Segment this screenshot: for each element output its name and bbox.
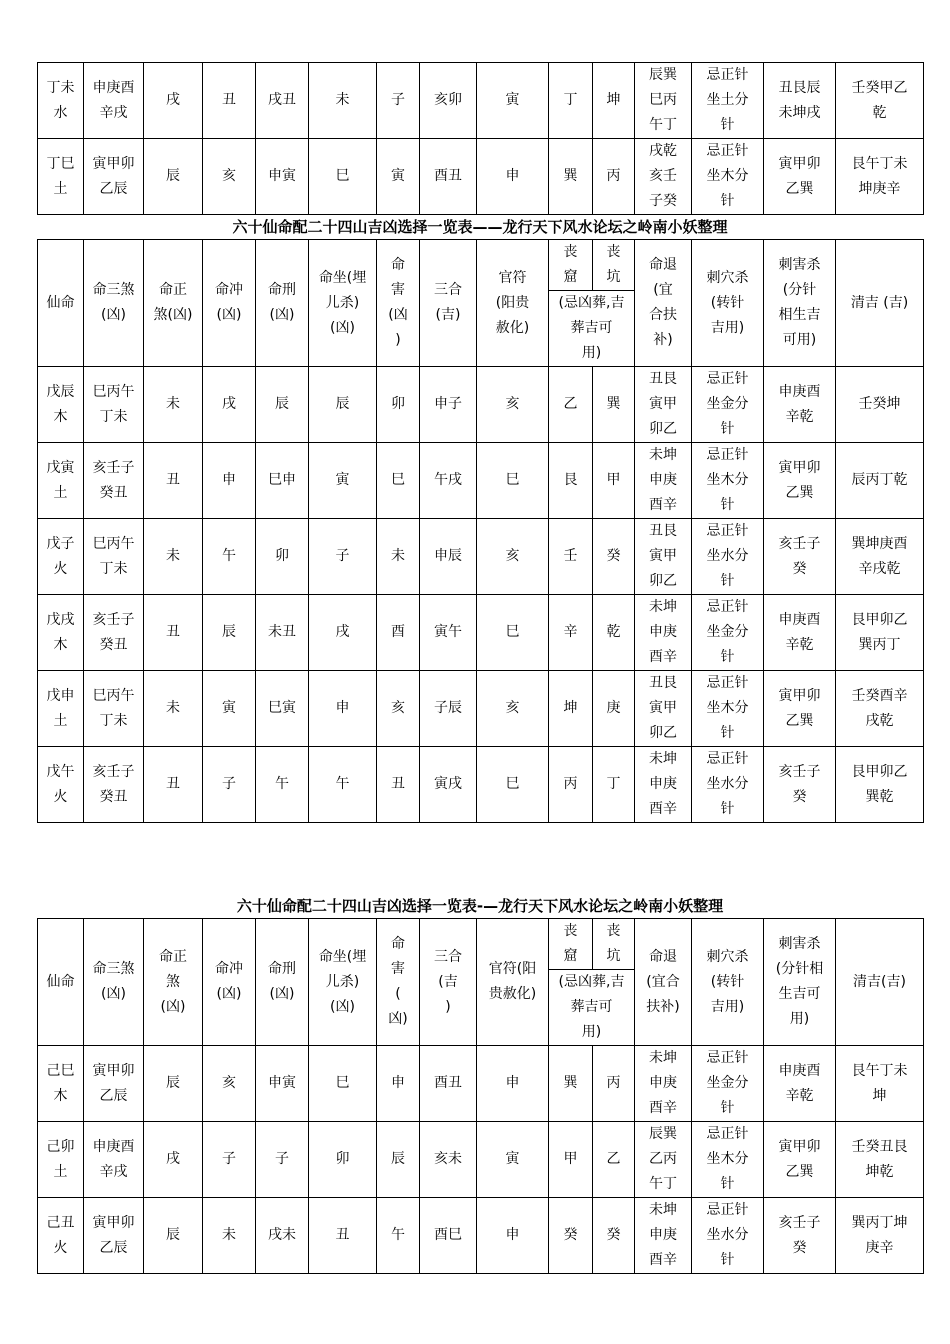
table-cell: 丙 [593, 1046, 635, 1122]
table-cell: 巳 [377, 443, 420, 519]
table-cell: 巳丙午 丁未 [84, 671, 144, 747]
table-cell: 酉丑 [420, 1046, 477, 1122]
section-title-1: 六十仙命配二十四山吉凶选择一览表——龙行天下风水论坛之岭南小妖整理 [232, 218, 728, 236]
table-cell: 壬癸丑艮 坤乾 [836, 1122, 924, 1198]
table-row [38, 367, 924, 443]
table-cell: 寅甲卯 乙辰 [84, 1198, 144, 1274]
column-header: 丧 坑 [593, 919, 635, 970]
table-cell: 忌正针 坐水分 针 [692, 747, 764, 823]
table-row [38, 519, 924, 595]
table-cell: 亥壬子 癸丑 [84, 595, 144, 671]
column-header: 刺穴杀 (转针 吉用) [692, 919, 764, 1046]
table-cell: 巽 [549, 139, 593, 215]
table-cell: 巳申 [256, 443, 309, 519]
table-cell: 丁巳 土 [38, 139, 84, 215]
column-header: 三合 (吉) [420, 240, 477, 367]
column-header: 命冲 (凶) [203, 919, 256, 1046]
table-cell: 辰 [309, 367, 377, 443]
section-title-2: 六十仙命配二十四山吉凶选择一览表-—龙行天下风水论坛之岭南小妖整理 [236, 897, 724, 915]
table-cell: 寅甲卯 乙辰 [84, 139, 144, 215]
table-cell: 己丑 火 [38, 1198, 84, 1274]
table-cell: 丙 [549, 747, 593, 823]
table-cell: 未坤 申庚 酉辛 [635, 747, 692, 823]
table-row [38, 443, 924, 519]
table-cell: 寅甲卯 乙巽 [764, 139, 836, 215]
table-cell: 乾 [593, 595, 635, 671]
table-cell: 亥未 [420, 1122, 477, 1198]
column-header: 丧 坑 [593, 240, 635, 291]
table-cell: 辰 [377, 1122, 420, 1198]
table-cell: 壬 [549, 519, 593, 595]
column-header: 命退 (宜合 扶补) [635, 919, 692, 1046]
table-cell: 申 [477, 1198, 549, 1274]
table-cell: 巳丙午 丁未 [84, 367, 144, 443]
table-cell: 壬癸坤 [836, 367, 924, 443]
column-header: 仙命 [38, 240, 84, 367]
table-cell: 癸 [593, 1198, 635, 1274]
table-cell: 亥壬子 癸 [764, 1198, 836, 1274]
column-header: 命冲 (凶) [203, 240, 256, 367]
table-row [38, 1198, 924, 1274]
table-cell: 巳丙午 丁未 [84, 519, 144, 595]
table-cell: 辰巽 乙丙 午丁 [635, 1122, 692, 1198]
table-cell: 午 [203, 519, 256, 595]
table-cell: 卯 [256, 519, 309, 595]
table-cell: 酉 [377, 595, 420, 671]
table-cell: 寅午 [420, 595, 477, 671]
table-cell: 申庚酉 辛戌 [84, 63, 144, 139]
table-cell: 申 [203, 443, 256, 519]
column-header: 命刑 (凶) [256, 919, 309, 1046]
table-cell: 寅 [477, 1122, 549, 1198]
table-cell: 丑艮 寅甲 卯乙 [635, 671, 692, 747]
table-cell: 辰 [144, 139, 203, 215]
table-cell: 丁 [593, 747, 635, 823]
table-cell: 巳 [477, 595, 549, 671]
table-cell: 辰 [144, 1046, 203, 1122]
table-cell: 子 [377, 63, 420, 139]
table-cell: 未 [377, 519, 420, 595]
table-cell: 未 [203, 1198, 256, 1274]
table-cell: 亥卯 [420, 63, 477, 139]
table-cell: 甲 [549, 1122, 593, 1198]
table-cell: 艮午丁未 坤 [836, 1046, 924, 1122]
table-cell: 申辰 [420, 519, 477, 595]
column-header: 清吉 (吉) [836, 240, 924, 367]
table-cell: 壬癸酉辛 戌乾 [836, 671, 924, 747]
table-cell: 忌正针 坐水分 针 [692, 1198, 764, 1274]
table-cell: 巽丙丁坤 庚辛 [836, 1198, 924, 1274]
table-cell: 丑艮辰 未坤戌 [764, 63, 836, 139]
column-header: (忌凶葬,吉 葬吉可 用) [549, 970, 635, 1046]
table-cell: 亥壬子 癸丑 [84, 443, 144, 519]
header-row [38, 919, 924, 970]
table-cell: 丑 [144, 443, 203, 519]
table-cell: 丑 [377, 747, 420, 823]
table-cell: 巽 [593, 367, 635, 443]
table-row [38, 139, 924, 215]
table-cell: 亥 [477, 671, 549, 747]
header-row [38, 240, 924, 291]
column-header: 官符 (阳贵 赦化) [477, 240, 549, 367]
table-cell: 寅甲卯 乙巽 [764, 671, 836, 747]
table-cell: 忌正针 坐木分 针 [692, 443, 764, 519]
table-continuation [37, 62, 924, 215]
column-header: 命坐(埋 儿杀) (凶) [309, 240, 377, 367]
table-cell: 巳 [477, 747, 549, 823]
table-cell: 申庚酉 辛乾 [764, 367, 836, 443]
table-row [38, 671, 924, 747]
table-cell: 申庚酉 辛戌 [84, 1122, 144, 1198]
table-cell: 艮甲卯乙 巽丙丁 [836, 595, 924, 671]
fate-table-2 [37, 918, 924, 1274]
table-cell: 忌正针 坐土分 针 [692, 63, 764, 139]
table-cell: 卯 [309, 1122, 377, 1198]
column-header: 刺害杀 (分针 相生吉 可用) [764, 240, 836, 367]
table-cell: 午 [377, 1198, 420, 1274]
table-cell: 戌 [144, 63, 203, 139]
column-header: 命正 煞(凶) [144, 240, 203, 367]
table-cell: 未 [144, 367, 203, 443]
table-cell: 忌正针 坐金分 针 [692, 595, 764, 671]
table-cell: 申 [477, 139, 549, 215]
column-header: 仙命 [38, 919, 84, 1046]
table-cell: 未坤 申庚 酉辛 [635, 595, 692, 671]
table-cell: 戊子 火 [38, 519, 84, 595]
table-row [38, 1122, 924, 1198]
table-cell: 未 [144, 519, 203, 595]
table-row [38, 595, 924, 671]
table-cell: 丑 [144, 595, 203, 671]
table-cell: 庚 [593, 671, 635, 747]
table-cell: 戌乾 亥壬 子癸 [635, 139, 692, 215]
table-cell: 丑艮 寅甲 卯乙 [635, 367, 692, 443]
table-cell: 忌正针 坐金分 针 [692, 1046, 764, 1122]
table-cell: 丑 [144, 747, 203, 823]
table-cell: 申 [377, 1046, 420, 1122]
table-cell: 癸 [593, 519, 635, 595]
table-cell: 戊辰 木 [38, 367, 84, 443]
table-cell: 戊寅 土 [38, 443, 84, 519]
table-cell: 子 [203, 747, 256, 823]
table-cell: 艮 [549, 443, 593, 519]
table-cell: 辰 [256, 367, 309, 443]
table-cell: 寅 [309, 443, 377, 519]
table-cell: 丑 [309, 1198, 377, 1274]
table-cell: 戌未 [256, 1198, 309, 1274]
fate-table-1 [37, 239, 924, 823]
table-cell: 亥壬子 癸 [764, 747, 836, 823]
table-cell: 申庚酉 辛乾 [764, 1046, 836, 1122]
table-cell: 丁 [549, 63, 593, 139]
table-cell: 坤 [593, 63, 635, 139]
column-header: 清吉(吉) [836, 919, 924, 1046]
table-cell: 寅甲卯 乙巽 [764, 443, 836, 519]
table-cell: 亥 [203, 139, 256, 215]
table-cell: 忌正针 坐水分 针 [692, 519, 764, 595]
table-cell: 亥壬子 癸丑 [84, 747, 144, 823]
table-cell: 辰巽 巳丙 午丁 [635, 63, 692, 139]
table-cell: 丑 [203, 63, 256, 139]
table-cell: 戌丑 [256, 63, 309, 139]
table-cell: 丙 [593, 139, 635, 215]
column-header: 丧 窟 [549, 919, 593, 970]
table-row [38, 1046, 924, 1122]
table-cell: 忌正针 坐金分 针 [692, 367, 764, 443]
table-cell: 巳 [309, 139, 377, 215]
table-cell: 巽 [549, 1046, 593, 1122]
table-cell: 未坤 申庚 酉辛 [635, 443, 692, 519]
table-cell: 亥 [477, 367, 549, 443]
table-cell: 丁未 水 [38, 63, 84, 139]
table-cell: 戊午 火 [38, 747, 84, 823]
table-cell: 戌 [144, 1122, 203, 1198]
table-cell: 丑艮 寅甲 卯乙 [635, 519, 692, 595]
table-cell: 未 [309, 63, 377, 139]
table-cell: 艮午丁未 坤庚辛 [836, 139, 924, 215]
table-cell: 坤 [549, 671, 593, 747]
table-cell: 酉巳 [420, 1198, 477, 1274]
table-cell: 未 [144, 671, 203, 747]
table-cell: 亥 [377, 671, 420, 747]
table-cell: 申 [309, 671, 377, 747]
column-header: 三合 (吉 ) [420, 919, 477, 1046]
table-cell: 午 [309, 747, 377, 823]
table-cell: 巳 [309, 1046, 377, 1122]
column-header: 命三煞 (凶) [84, 919, 144, 1046]
table-cell: 艮甲卯乙 巽乾 [836, 747, 924, 823]
table-cell: 申 [477, 1046, 549, 1122]
table-cell: 忌正针 坐木分 针 [692, 1122, 764, 1198]
table-cell: 子辰 [420, 671, 477, 747]
column-header: 命退 (宜 合扶 补) [635, 240, 692, 367]
table-cell: 巳寅 [256, 671, 309, 747]
table-cell: 寅戌 [420, 747, 477, 823]
table-cell: 子 [256, 1122, 309, 1198]
table-cell: 申庚酉 辛乾 [764, 595, 836, 671]
table-cell: 辛 [549, 595, 593, 671]
table-cell: 亥 [203, 1046, 256, 1122]
column-header: 命刑 (凶) [256, 240, 309, 367]
table-cell: 午 [256, 747, 309, 823]
table-cell: 戌 [203, 367, 256, 443]
table-cell: 辰丙丁乾 [836, 443, 924, 519]
table-cell: 辰 [203, 595, 256, 671]
table-cell: 乙 [593, 1122, 635, 1198]
column-header: 刺害杀 (分针相 生吉可 用) [764, 919, 836, 1046]
table-cell: 酉丑 [420, 139, 477, 215]
table-cell: 忌正针 坐木分 针 [692, 671, 764, 747]
table-cell: 巽坤庚酉 辛戌乾 [836, 519, 924, 595]
column-header: (忌凶葬,吉 葬吉可 用) [549, 291, 635, 367]
table-cell: 甲 [593, 443, 635, 519]
table-cell: 巳 [477, 443, 549, 519]
table-cell: 壬癸甲乙 乾 [836, 63, 924, 139]
table-row [38, 747, 924, 823]
table-cell: 未坤 申庚 酉辛 [635, 1198, 692, 1274]
column-header: 官符(阳 贵赦化) [477, 919, 549, 1046]
table-cell: 未坤 申庚 酉辛 [635, 1046, 692, 1122]
table-row [38, 63, 924, 139]
table-cell: 辰 [144, 1198, 203, 1274]
table-cell: 戊戌 木 [38, 595, 84, 671]
table-cell: 戊申 土 [38, 671, 84, 747]
table-cell: 亥 [477, 519, 549, 595]
table-cell: 午戌 [420, 443, 477, 519]
table-cell: 卯 [377, 367, 420, 443]
column-header: 命坐(埋 儿杀) (凶) [309, 919, 377, 1046]
table-cell: 申子 [420, 367, 477, 443]
table-cell: 寅 [477, 63, 549, 139]
table-cell: 子 [203, 1122, 256, 1198]
table-cell: 寅甲卯 乙辰 [84, 1046, 144, 1122]
table-cell: 申寅 [256, 139, 309, 215]
table-cell: 子 [309, 519, 377, 595]
column-header: 丧 窟 [549, 240, 593, 291]
table-cell: 忌正针 坐木分 针 [692, 139, 764, 215]
column-header: 命 害 ( 凶) [377, 919, 420, 1046]
table-cell: 未丑 [256, 595, 309, 671]
column-header: 命 害 (凶 ) [377, 240, 420, 367]
table-cell: 亥壬子 癸 [764, 519, 836, 595]
table-cell: 寅 [377, 139, 420, 215]
column-header: 命三煞 (凶) [84, 240, 144, 367]
table-cell: 寅甲卯 乙巽 [764, 1122, 836, 1198]
table-cell: 乙 [549, 367, 593, 443]
column-header: 刺穴杀 (转针 吉用) [692, 240, 764, 367]
table-cell: 戌 [309, 595, 377, 671]
table-cell: 己卯 土 [38, 1122, 84, 1198]
table-cell: 癸 [549, 1198, 593, 1274]
table-cell: 寅 [203, 671, 256, 747]
column-header: 命正 煞 (凶) [144, 919, 203, 1046]
table-cell: 己巳 木 [38, 1046, 84, 1122]
table-cell: 申寅 [256, 1046, 309, 1122]
